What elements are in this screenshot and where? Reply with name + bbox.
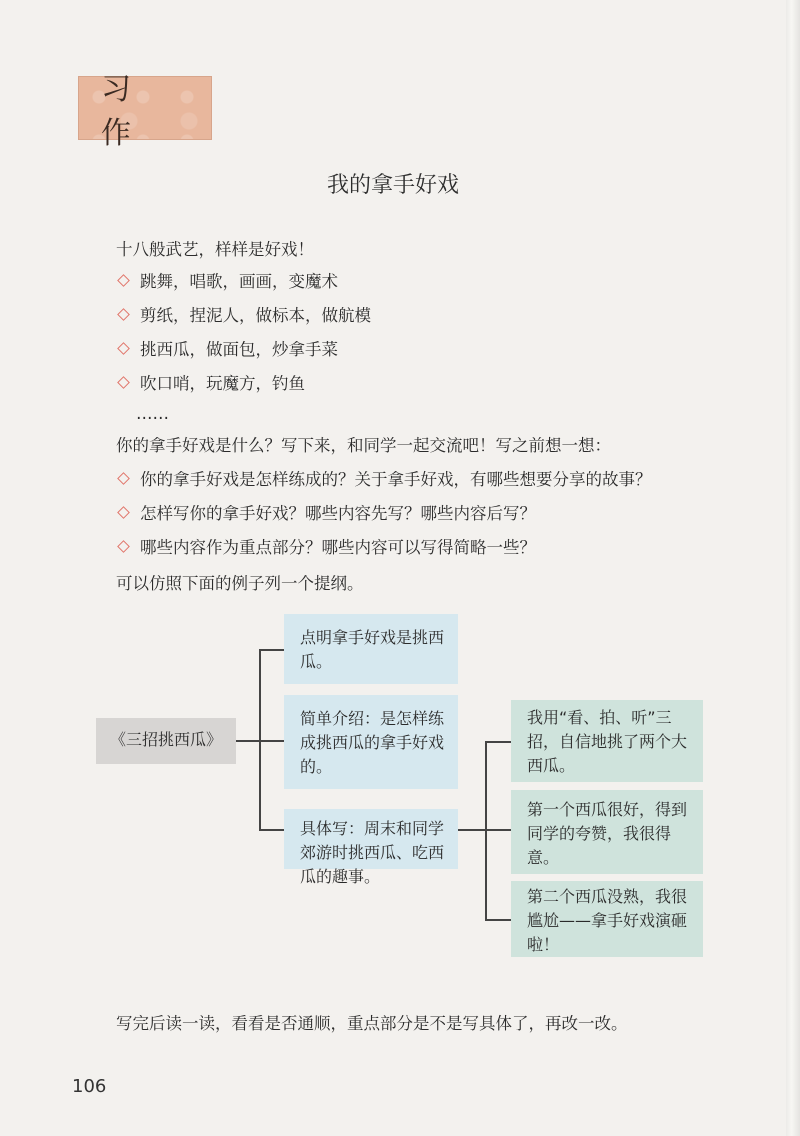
skill-item-text: 跳舞，唱歌，画画，变魔术 [140,272,338,291]
prompt-text: 你的拿手好戏是什么？写下来，和同学一起交流吧！写之前想一想： [116,436,611,455]
page-title: 我的拿手好戏 [326,173,459,198]
diamond-bullet-icon [117,376,130,389]
skill-item [116,372,305,396]
section-badge [78,72,212,151]
connector-line [236,740,260,742]
connector-line [485,741,487,920]
question-item-text: 怎样写你的拿手好戏？哪些内容先写？哪些内容后写？ [140,504,536,523]
outline-branch: 简单介绍：是怎样练成挑西瓜的拿手好戏的。 [284,695,458,789]
connector-line [485,829,511,831]
question-item [116,536,536,560]
skill-item-text: 挑西瓜，做面包，炒拿手菜 [140,340,338,359]
diamond-bullet-icon [117,506,130,519]
skill-item-text: 吹口哨，玩魔方，钓鱼 [140,374,305,393]
connector-line [485,741,511,743]
outline-root: 《三招挑西瓜》 [96,718,236,764]
section-badge-label: 习 作 [101,72,155,151]
page-edge [786,0,800,1136]
outline-detail: 第二个西瓜没熟，我很尴尬——拿手好戏演砸啦！ [511,881,703,957]
outline-detail: 第一个西瓜很好，得到同学的夸赞，我很得意。 [511,790,703,874]
connector-line [259,829,284,831]
outline-branch: 点明拿手好戏是挑西瓜。 [284,614,458,684]
outline-intro: 可以仿照下面的例子列一个提纲。 [116,574,364,593]
outline-detail: 我用“看、拍、听”三招，自信地挑了两个大西瓜。 [511,700,703,782]
question-item [116,468,652,492]
outline-branch: 具体写：周末和同学郊游时挑西瓜、吃西瓜的趣事。 [284,809,458,869]
diamond-bullet-icon [117,540,130,553]
intro-text: 十八般武艺，样样是好戏！ [116,240,314,259]
closing-text: 写完后读一读，看看是否通顺，重点部分是不是写具体了，再改一改。 [116,1014,628,1033]
connector-line [458,829,486,831]
question-item-text: 哪些内容作为重点部分？哪些内容可以写得简略一些？ [140,538,536,557]
diamond-bullet-icon [117,342,130,355]
skill-item [116,338,338,362]
page-number: 106 [72,1076,107,1097]
connector-line [259,649,284,651]
ellipsis: …… [136,404,169,423]
skill-item-text: 剪纸，捏泥人，做标本，做航模 [140,306,371,325]
connector-line [485,919,511,921]
question-item [116,502,536,526]
skill-item [116,304,371,328]
diamond-bullet-icon [117,472,130,485]
connector-line [259,740,284,742]
diamond-bullet-icon [117,308,130,321]
skill-item [116,270,338,294]
question-item-text: 你的拿手好戏是怎样练成的？关于拿手好戏，有哪些想要分享的故事？ [140,470,652,489]
diamond-bullet-icon [117,274,130,287]
